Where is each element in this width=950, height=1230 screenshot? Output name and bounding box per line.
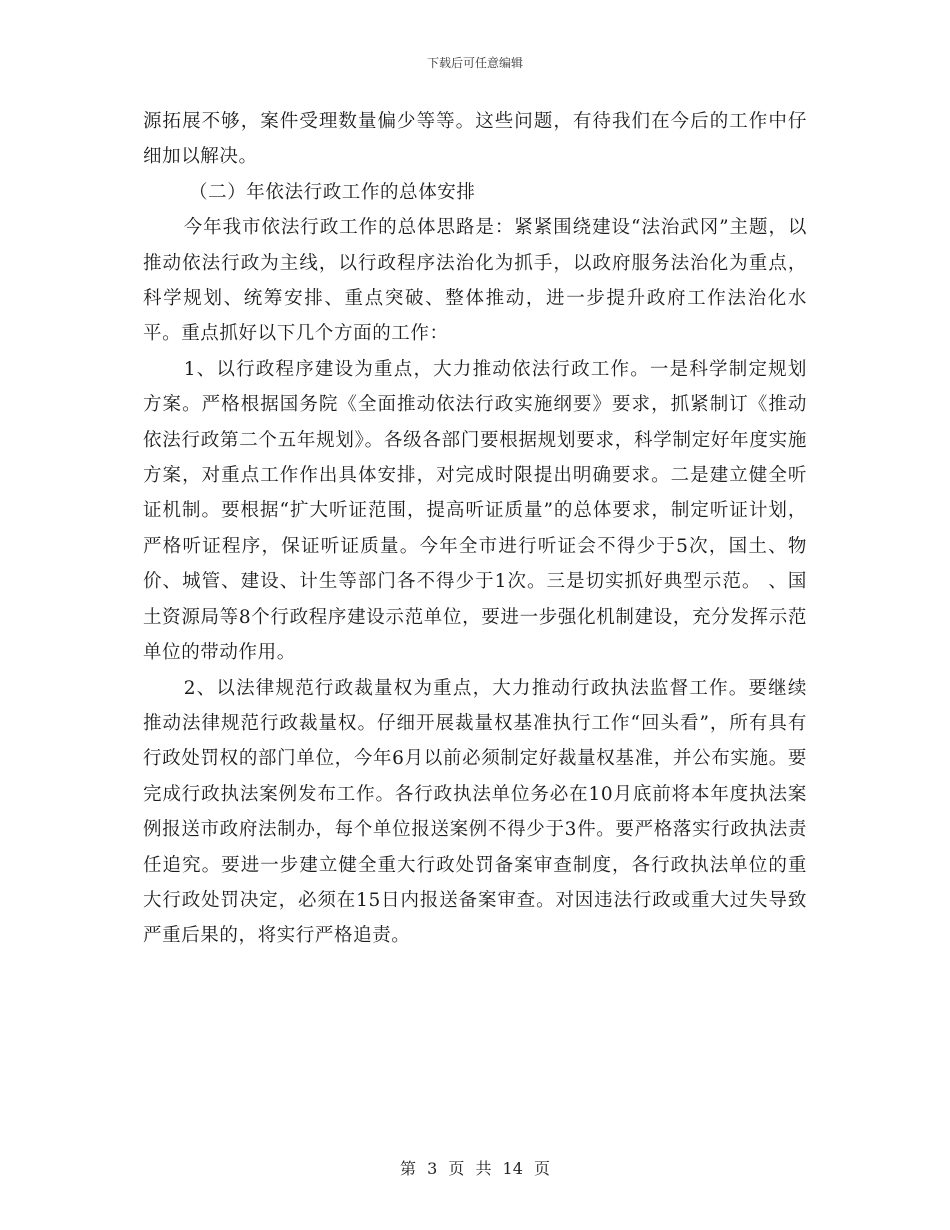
paragraph-continuation: 源拓展不够，案件受理数量偏少等等。这些问题，有待我们在今后的工作中仔细加以解决。: [143, 111, 807, 168]
section-heading: （二）年依法行政工作的总体安排: [189, 181, 476, 203]
page-header: 下载后可任意编辑: [426, 56, 523, 70]
paragraph-item-1: 1、以行政程序建设为重点，大力推动依法行政工作。一是科学制定规划方案。严格根据国务院《全面推动依法行政实施纲要》要求，抓紧制订《推动依法行政第二个五年规划》。各级各部门要根据规划要求，科学制定好年度实施方案，对重点工作作出具体安排，对完成时限提出明确要求。二是建立健全听证机制。要根据“扩大听证范围，提高听证质量”的总体要求，制定听证计划，严格听证程序，保证听证质量。今年全市进行听证会不得少于5次，国土、物价、城管、建设、计生等部门各不得少于1次。三是切实抓好典型示范。 、国土资源局等8个行政程序建设示范单位，要进一步强化机制建设，充分发挥示范单位的带动作用。: [143, 358, 807, 664]
page-footer: 第 3 页 共 14 页: [400, 1159, 550, 1178]
paragraph-overall-idea: 今年我市依法行政工作的总体思路是：紧紧围绕建设“法治武冈”主题，以推动依法行政为主线，以行政程序法治化为抓手，以政府服务法治化为重点，科学规划、统筹安排、重点突破、整体推动，进一步提升政府工作法治化水平。重点抓好以下几个方面的工作：: [143, 217, 807, 345]
paragraph-item-2: 2、以法律规范行政裁量权为重点，大力推动行政执法监督工作。要继续推动法律规范行政裁量权。仔细开展裁量权基准执行工作“回头看”，所有具有行政处罚权的部门单位，今年6月以前必须制定好裁量权基准，并公布实施。要完成行政执法案例发布工作。各行政执法单位务必在10月底前将本年度执法案例报送市政府法制办，每个单位报送案例不得少于3件。要严格落实行政执法责任追究。要进一步建立健全重大行政处罚备案审查制度，各行政执法单位的重大行政处罚决定，必须在15日内报送备案审查。对因违法行政或重大过失导致严重后果的，将实行严格追责。: [143, 677, 807, 947]
document-body: [143, 104, 807, 954]
